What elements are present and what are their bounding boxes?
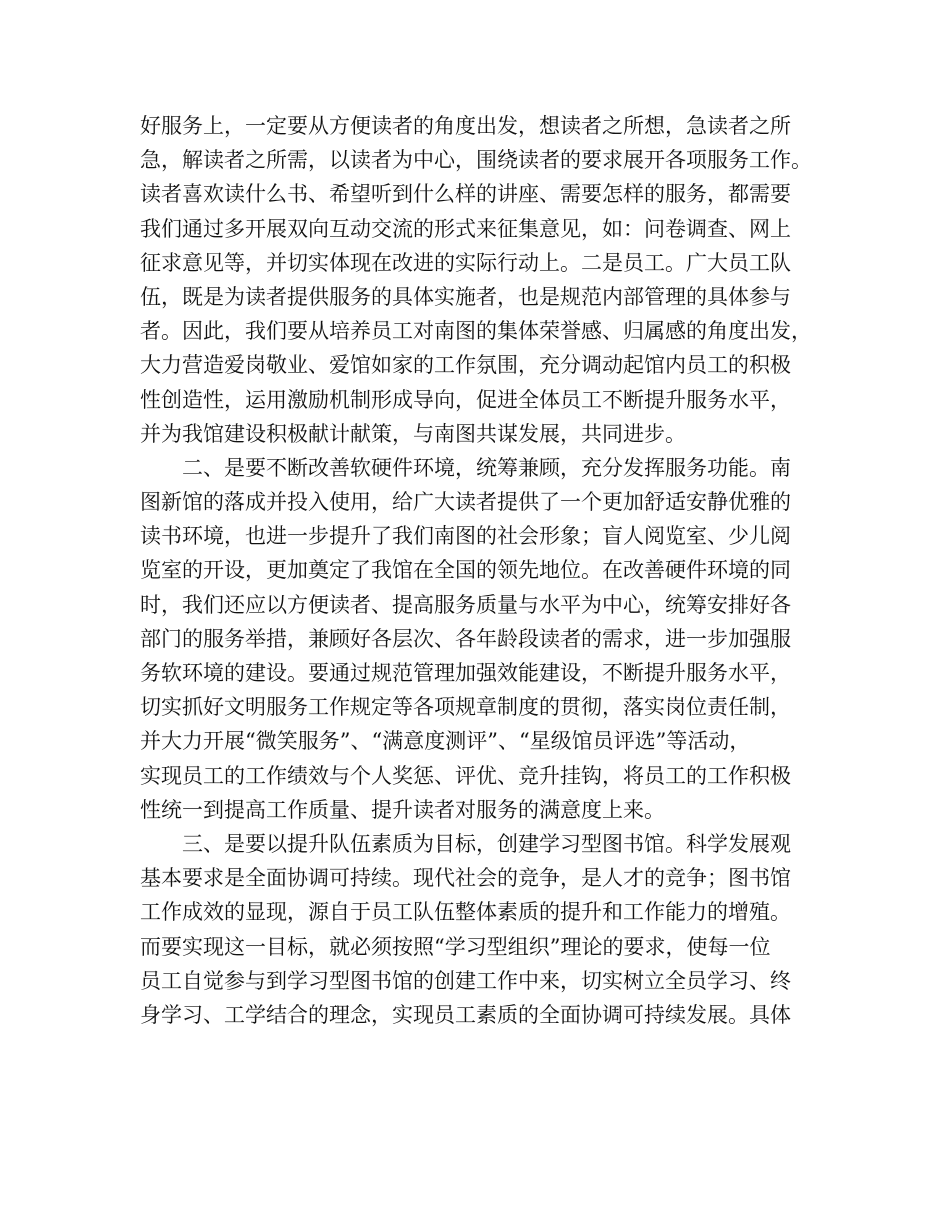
- text-line: 并大力开展“微笑服务”、“满意度测评”、“星级馆员评选”等活动，: [140, 729, 751, 754]
- text-line: 读书环境，也进一步提升了我们南图的社会形象；盲人阅览室、少儿阅: [140, 524, 791, 549]
- text-line: 性统一到提高工作质量、提升读者对服务的满意度上来。: [140, 797, 665, 822]
- text-line: 工作成效的显现，源自于员工队伍整体素质的提升和工作能力的增殖。: [140, 900, 791, 925]
- paragraph-1: [140, 109, 830, 451]
- text-line: 伍，既是为读者提供服务的具体实施者，也是规范内部管理的具体参与: [140, 284, 791, 309]
- text-line: 时，我们还应以方便读者、提高服务质量与水平为中心，统筹安排好各: [140, 592, 791, 617]
- text-line: 并为我馆建设积极献计献策，与南图共谋发展，共同进步。: [140, 421, 686, 446]
- text-line: 部门的服务举措，兼顾好各层次、各年龄段读者的需求，进一步加强服: [140, 626, 791, 651]
- text-line: 好服务上，一定要从方便读者的角度出发，想读者之所想，急读者之所: [140, 114, 791, 138]
- paragraph-3: [140, 827, 830, 1032]
- paragraph-2: [140, 451, 830, 827]
- text-line: 览室的开设，更加奠定了我馆在全国的领先地位。在改善硬件环境的同: [140, 558, 791, 583]
- text-line: 者。因此，我们要从培养员工对南图的集体荣誉感、归属感的角度出发，: [140, 319, 812, 344]
- text-line: 基本要求是全面协调可持续。现代社会的竞争，是人才的竞争；图书馆: [140, 866, 791, 891]
- text-line: 实现员工的工作绩效与个人奖惩、评优、竞升挂钩，将员工的工作积极: [140, 763, 791, 788]
- text-line: 读者喜欢读什么书、希望听到什么样的讲座、需要怎样的服务，都需要: [140, 182, 791, 207]
- text-line: 员工自觉参与到学习型图书馆的创建工作中来，切实树立全员学习、终: [140, 968, 791, 993]
- text-line: 大力营造爱岗敬业、爱馆如家的工作氛围，充分调动起馆内员工的积极: [140, 353, 791, 378]
- text-line: 切实抓好文明服务工作规定等各项规章制度的贯彻，落实岗位责任制，: [140, 695, 791, 720]
- text-line: 征求意见等，并切实体现在改进的实际行动上。二是员工。广大员工队: [140, 250, 791, 275]
- text-line: 而要实现这一目标，就必须按照“学习型组织”理论的要求，使每一位: [140, 934, 771, 959]
- text-line-first-indented: 二、是要不断改善软硬件环境，统筹兼顾，充分发挥服务功能。南: [182, 455, 791, 480]
- text-line: 图新馆的落成并投入使用，给广大读者提供了一个更加舒适安静优雅的: [140, 490, 791, 515]
- text-line: 性创造性，运用激励机制形成导向，促进全体员工不断提升服务水平，: [140, 387, 791, 412]
- text-line: 务软环境的建设。要通过规范管理加强效能建设，不断提升服务水平，: [140, 661, 791, 685]
- text-line: 急，解读者之所需，以读者为中心，围绕读者的要求展开各项服务工作。: [140, 148, 812, 173]
- document-body: [140, 109, 830, 1032]
- text-line-first-indented: 三、是要以提升队伍素质为目标，创建学习型图书馆。科学发展观: [182, 831, 791, 856]
- text-line: 身学习、工学结合的理念，实现员工素质的全面协调可持续发展。具体: [140, 1002, 791, 1027]
- text-line: 我们通过多开展双向互动交流的形式来征集意见，如：问卷调查、网上: [140, 216, 791, 241]
